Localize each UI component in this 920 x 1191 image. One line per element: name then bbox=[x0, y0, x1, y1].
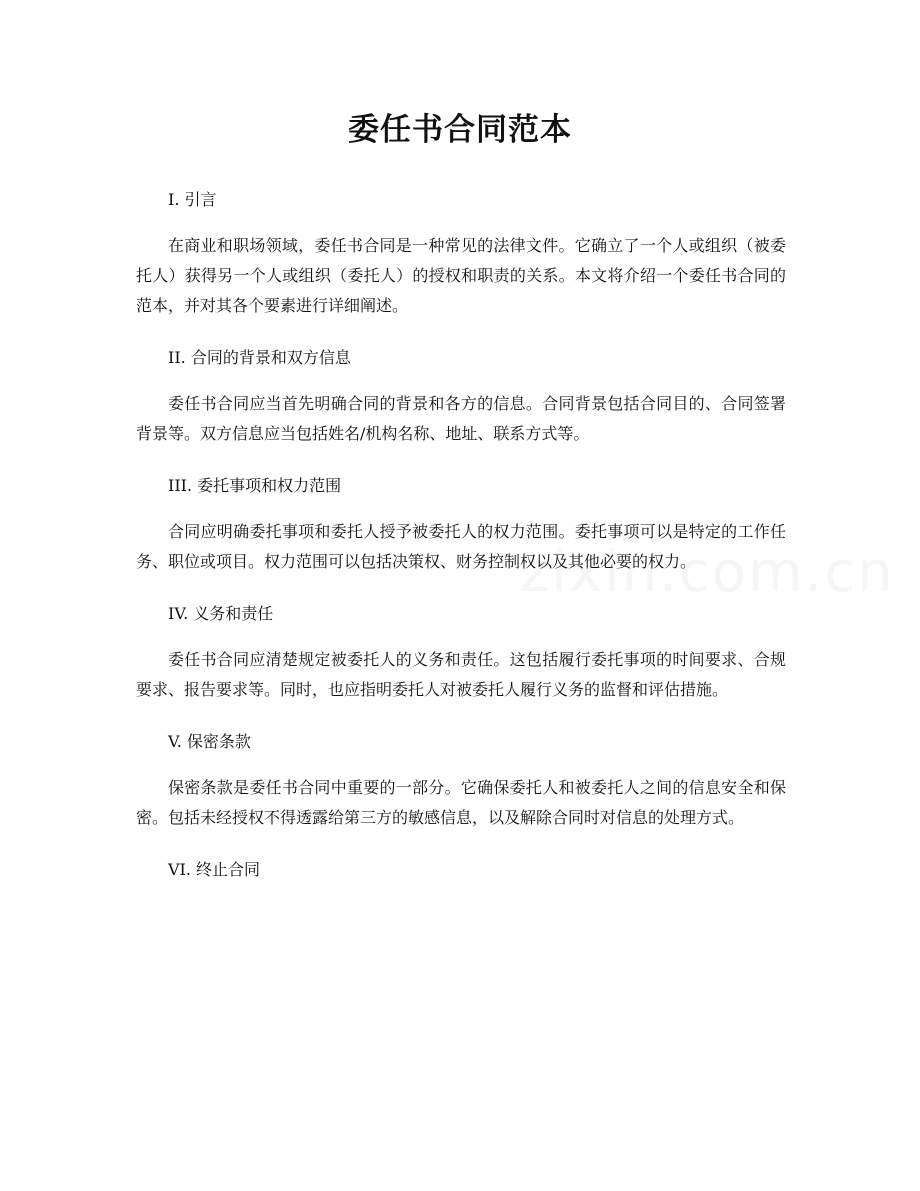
section-heading-2: II. 合同的背景和双方信息 bbox=[168, 348, 351, 367]
section-paragraph-1: 在商业和职场领域，委任书合同是一种常见的法律文件。它确立了一个人或组织（被委托人）获得另一个人或组织（委托人）的授权和职责的关系。本文将介绍一个委任书合同的范本，并对其各个要素进行详细阐述。 bbox=[136, 236, 786, 315]
document-body bbox=[136, 186, 786, 884]
section-heading-1: I. 引言 bbox=[168, 190, 217, 209]
section-heading-4: IV. 义务和责任 bbox=[168, 604, 274, 623]
document-title: 委任书合同范本 bbox=[348, 112, 572, 148]
section-paragraph-3: 合同应明确委托事项和委托人授予被委托人的权力范围。委托事项可以是特定的工作任务、职位或项目。权力范围可以包括决策权、财务控制权以及其他必要的权力。 bbox=[136, 522, 786, 571]
section-heading-5: V. 保密条款 bbox=[168, 732, 251, 751]
section-heading-3: III. 委托事项和权力范围 bbox=[168, 476, 342, 495]
section-paragraph-4: 委任书合同应清楚规定被委托人的义务和责任。这包括履行委托事项的时间要求、合规要求、报告要求等。同时，也应指明委托人对被委托人履行义务的监督和评估措施。 bbox=[136, 650, 786, 699]
section-paragraph-5: 保密条款是委任书合同中重要的一部分。它确保委托人和被委托人之间的信息安全和保密。包括未经授权不得透露给第三方的敏感信息，以及解除合同时对信息的处理方式。 bbox=[136, 778, 786, 827]
section-paragraph-2: 委任书合同应当首先明确合同的背景和各方的信息。合同背景包括合同目的、合同签署背景等。双方信息应当包括姓名/机构名称、地址、联系方式等。 bbox=[136, 394, 786, 443]
section-heading-6: VI. 终止合同 bbox=[168, 860, 261, 879]
